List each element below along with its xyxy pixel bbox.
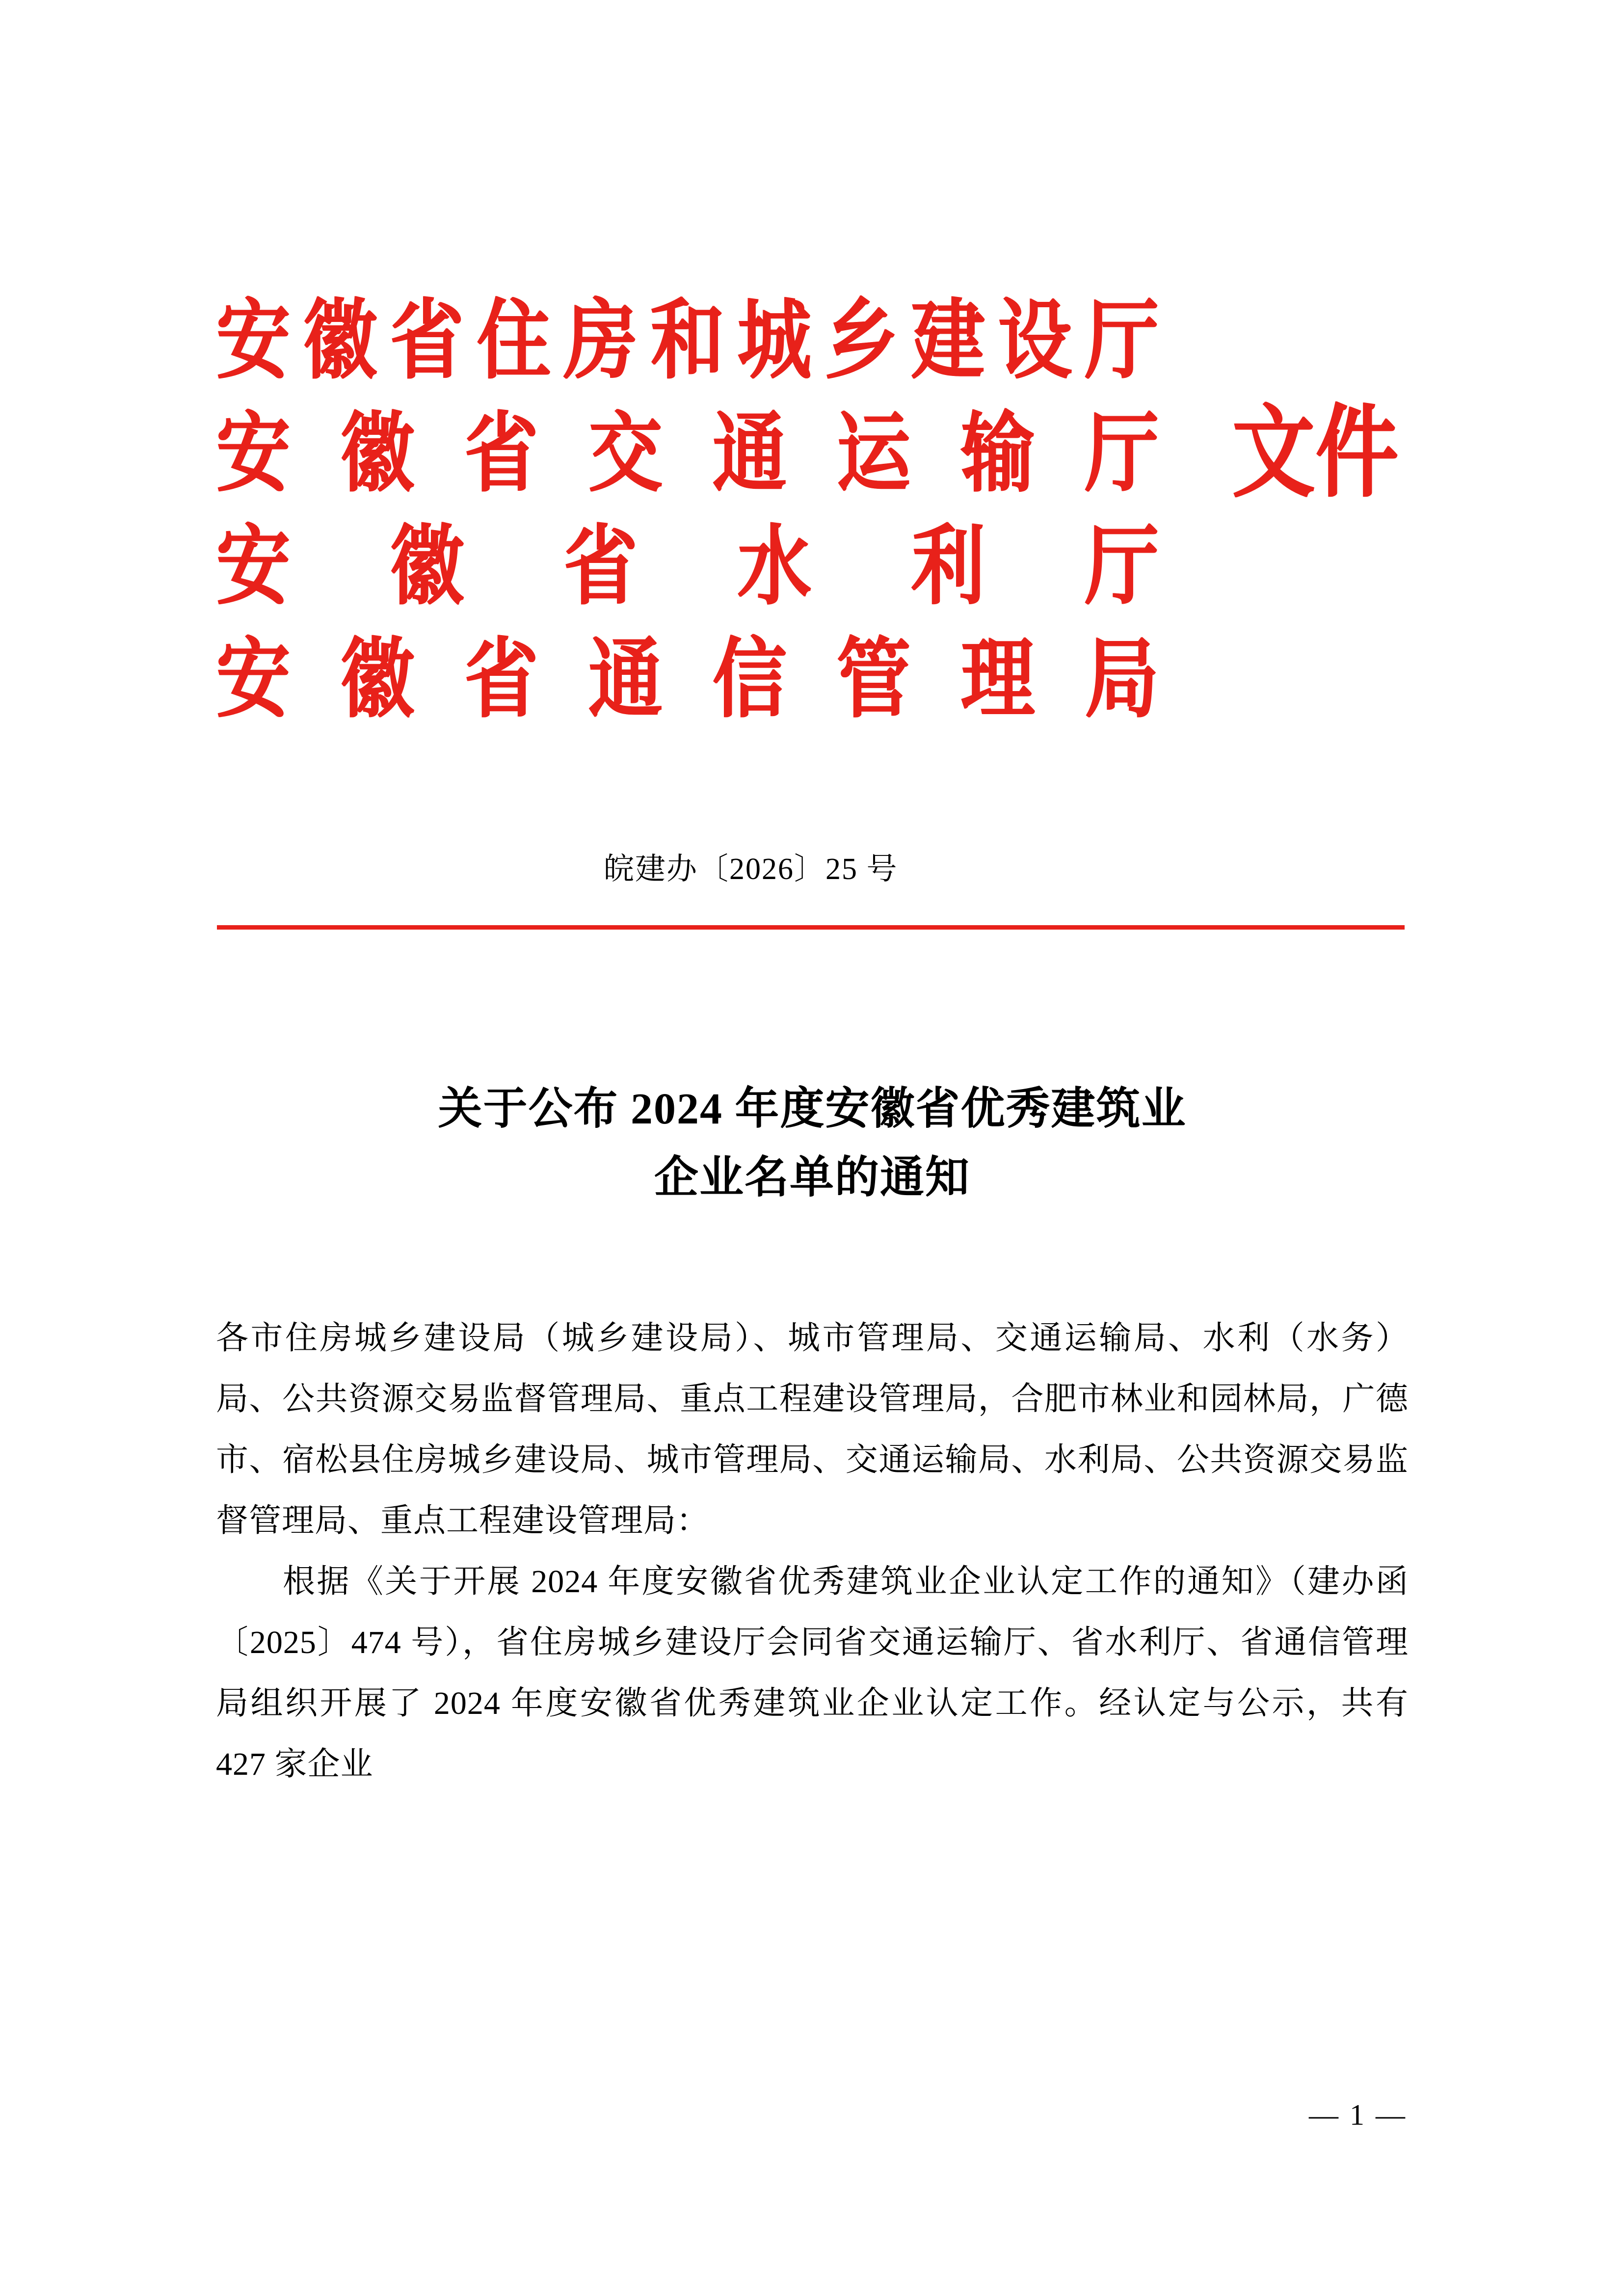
lh4-c4: 通 bbox=[588, 632, 662, 728]
lh1-c4: 住 bbox=[476, 293, 550, 390]
lh1-c6: 和 bbox=[650, 293, 724, 390]
page-title bbox=[216, 1075, 1409, 1212]
lh1-c8: 乡 bbox=[824, 293, 898, 390]
red-separator-rule bbox=[217, 925, 1405, 930]
lh4-c7: 理 bbox=[960, 632, 1035, 728]
letterhead-org-lines bbox=[216, 275, 1158, 726]
lh2-c8: 厅 bbox=[1084, 406, 1158, 503]
recipients-paragraph: 各市住房城乡建设局（城乡建设局）、城市管理局、交通运输局、水利（水务）局、公共资源交易监督管理局、重点工程建设管理局，合肥市林业和园林局，广德市、宿松县住房城乡建设局、城市管理局、交通运输局、水利局、公共资源交易监督管理局、重点工程建设管理局： bbox=[216, 1320, 1409, 1539]
lh2-c6: 运 bbox=[836, 406, 910, 503]
lh4-c3: 省 bbox=[464, 632, 538, 728]
lh2-c4: 交 bbox=[588, 406, 662, 503]
letterhead-line-4 bbox=[216, 614, 1158, 747]
page-title-line-2: 企业名单的通知 bbox=[654, 1153, 970, 1202]
lh2-c5: 通 bbox=[712, 406, 786, 503]
lh3-c4: 水 bbox=[737, 519, 811, 615]
lh4-c6: 管 bbox=[836, 632, 910, 728]
lh3-c6: 厅 bbox=[1084, 519, 1158, 615]
lh4-c5: 信 bbox=[712, 632, 786, 728]
document-body bbox=[216, 1308, 1409, 1795]
lh1-c2: 徽 bbox=[302, 293, 376, 390]
lh1-c5: 房 bbox=[563, 293, 637, 390]
lh1-c9: 建 bbox=[910, 293, 984, 390]
document-number: 皖建办〔2026〕25 号 bbox=[604, 853, 898, 886]
page-number: — 1 — bbox=[1309, 2099, 1407, 2131]
body-paragraph-1: 根据《关于开展 2024 年度安徽省优秀建筑业企业认定工作的通知》（建办函〔2025〕474 号），省住房城乡建设厅会同省交通运输厅、省水利厅、省通信管理局组织开展了 2024 年度安徽省优秀建筑业企业认定工作。经认定与公示，共有 427 家企业 bbox=[216, 1564, 1409, 1782]
lh3-c5: 利 bbox=[910, 519, 984, 615]
lh1-c3: 省 bbox=[389, 293, 463, 390]
lh4-c1: 安 bbox=[216, 632, 290, 728]
lh3-c1: 安 bbox=[216, 519, 290, 615]
lh4-c8: 局 bbox=[1084, 632, 1158, 728]
page-title-line-1: 关于公布 2024 年度安徽省优秀建筑业 bbox=[438, 1085, 1187, 1133]
lh3-c3: 省 bbox=[563, 519, 637, 615]
lh1-c11: 厅 bbox=[1084, 293, 1158, 390]
lh2-c3: 省 bbox=[464, 406, 538, 503]
lh1-c1: 安 bbox=[216, 293, 290, 390]
lh2-c7: 输 bbox=[960, 406, 1035, 503]
lh1-c7: 城 bbox=[737, 293, 811, 390]
letterhead-document-word: 文件 bbox=[1232, 398, 1399, 510]
lh2-c1: 安 bbox=[216, 406, 290, 503]
lh1-c10: 设 bbox=[997, 293, 1071, 390]
lh2-c2: 徽 bbox=[340, 406, 414, 503]
lh3-c2: 徽 bbox=[389, 519, 463, 615]
lh4-c2: 徽 bbox=[340, 632, 414, 728]
letterhead bbox=[216, 275, 1409, 726]
